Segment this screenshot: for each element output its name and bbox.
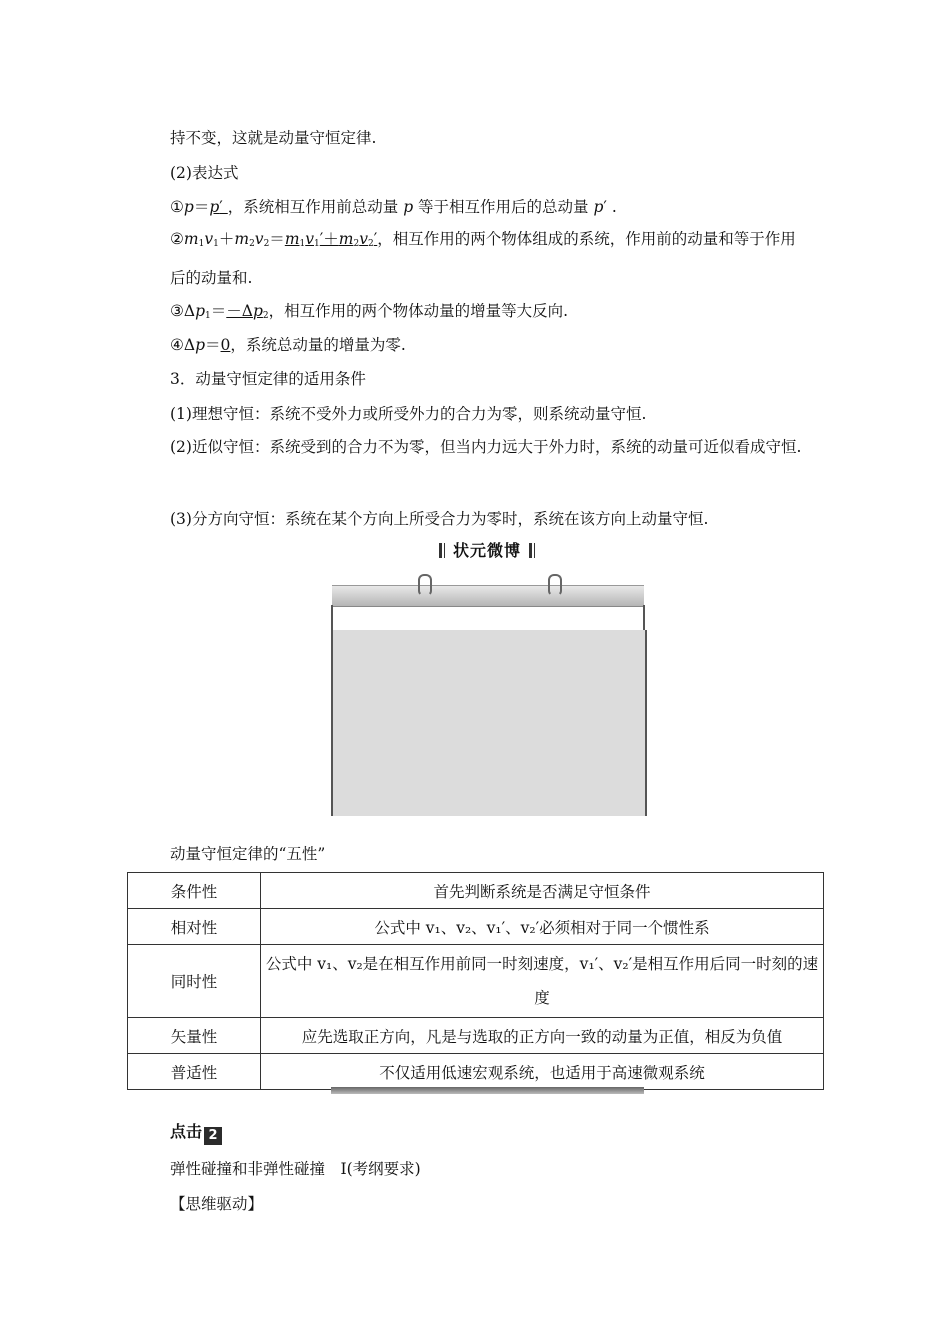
formula-line-2: $②m_1v_1+m_2v_2=m_1v_1'+m_2v_2'$，相互作用的两个物体组成的系统，作用前的动量和等于作用后的动量和.	[170, 230, 796, 287]
table-value: 首先判断系统是否满足守恒条件	[261, 873, 824, 909]
banner-bar-icon	[529, 543, 532, 558]
banner-bar-icon	[534, 543, 535, 558]
paragraph-heading: (2)表达式	[170, 164, 239, 182]
board-edge-right	[643, 605, 645, 630]
table-key: 条件性	[128, 873, 261, 909]
section-title: 点击 2	[170, 1122, 222, 1145]
drive-heading: 【思维驱动】	[170, 1195, 264, 1213]
table-row	[128, 909, 824, 945]
table-value: 应先选取正方向，凡是与选取的正方向一致的动量为正值，相反为负值	[261, 1018, 824, 1054]
table-value: 公式中 v₁、v₂是在相互作用前同一时刻速度，v₁′、v₂′是相互作用后同一时刻的速度	[261, 945, 824, 1018]
formula-line-4: ④Δp＝0，系统总动量的增量为零.	[170, 336, 406, 354]
table-key: 矢量性	[128, 1018, 261, 1054]
table-key: 普适性	[128, 1054, 261, 1090]
formula-line-3: $③\Delta p_1=-\Delta p_2$，相互作用的两个物体动量的增量等大反向.	[170, 302, 569, 321]
banner-bar-icon	[444, 543, 445, 558]
table-key: 同时性	[128, 945, 261, 1018]
ring-icon	[548, 574, 562, 596]
table-value: 公式中 v₁、v₂、v₁′、v₂′必须相对于同一个惯性系	[261, 909, 824, 945]
board-bottom-shadow	[331, 1087, 644, 1094]
section-number-badge: 2	[204, 1127, 222, 1145]
board-panel	[331, 630, 647, 816]
formula-line-1: ①p＝p′ ，系统相互作用前总动量 p 等于相互作用后的总动量 p′ .	[170, 198, 617, 216]
table-row	[128, 873, 824, 909]
banner-title: 状元微博	[425, 540, 549, 562]
section-subtitle: 弹性碰撞和非弹性碰撞 Ⅰ(考纲要求)	[170, 1160, 421, 1178]
table-key: 相对性	[128, 909, 261, 945]
paragraph-text: (2)近似守恒：系统受到的合力不为零，但当内力远大于外力时，系统的动量可近似看成守恒.	[170, 438, 802, 456]
board-header	[332, 585, 644, 607]
table-value: 不仅适用低速宏观系统，也适用于高速微观系统	[261, 1054, 824, 1090]
paragraph-text: (1)理想守恒：系统不受外力或所受外力的合力为零，则系统动量守恒.	[170, 405, 647, 423]
paragraph-text: (3)分方向守恒：系统在某个方向上所受合力为零时，系统在该方向上动量守恒.	[170, 510, 709, 528]
section-heading: 3．动量守恒定律的适用条件	[170, 370, 366, 388]
table-row	[128, 945, 824, 1018]
board-edge-left	[331, 605, 333, 630]
table-row	[128, 1054, 824, 1090]
paragraph-text: 持不变，这就是动量守恒定律.	[170, 129, 377, 147]
ring-icon	[418, 574, 432, 596]
banner-bar-icon	[439, 543, 442, 558]
table-caption: 动量守恒定律的“五性”	[170, 845, 326, 863]
table-row	[128, 1018, 824, 1054]
five-properties-table	[127, 872, 824, 1090]
